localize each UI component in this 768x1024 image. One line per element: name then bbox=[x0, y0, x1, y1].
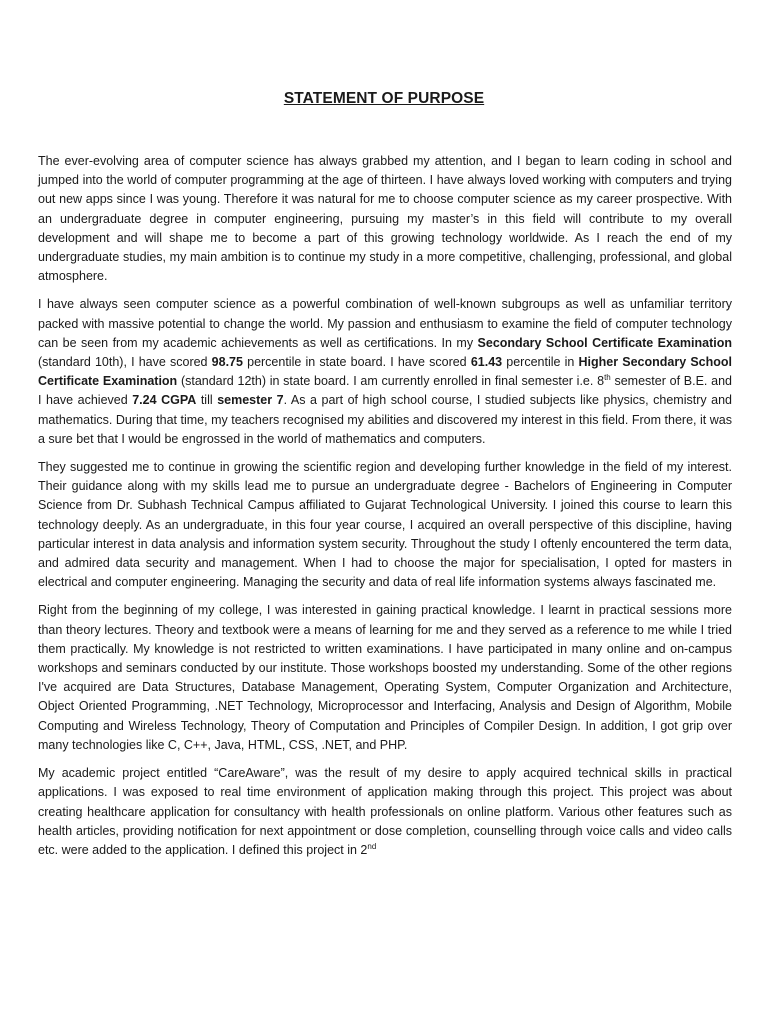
paragraph-practical: Right from the beginning of my college, I was interested in gaining practical knowledge. I learnt in practical sessions more than theory lectures. Theory and textbook were a means of learning for me and they served as a reference to me while I tried them practically. My knowledge is not restricted to written examinations. I have participated in many online and on-campus workshops and seminars conducted by our institute. Those workshops boosted my understanding. Some of the other regions I've acquired are Data Structures, Database Management, Operating System, Computer Organization and Architecture, Object Oriented Programming, .NET Technology, Microprocessor and Interfacing, Analysis and Design of Algorithm, Mobile Computing and Wireless Technology, Theory of Computation and Principles of Compiler Design. In addition, I got grip over many technologies like C, C++, Java, HTML, CSS, .NET, and PHP. bbox=[38, 603, 732, 752]
semester-value: semester 7 bbox=[217, 393, 284, 408]
paragraph-intro: The ever-evolving area of computer science has always grabbed my attention, and I began to learn coding in school and jumped into the world of computer programming at the age of thirteen. I have always loved working with computers and trying out new apps since I was young. Therefore it was natural for me to choose computer science as my career prospective. With an undergraduate degree in computer engineering, pursuing my master’s in this field will contribute to my overall development and will shape me to become a part of this growing technology worldwide. As I reach the end of my undergraduate studies, my main ambition is to continue my study in a more competitive, challenging, professional, and global atmosphere. bbox=[38, 154, 732, 284]
exam-ssc: Secondary School Certificate Examination bbox=[477, 335, 732, 350]
cgpa-value: 7.24 CGPA bbox=[132, 393, 197, 408]
score-hsc: 61.43 bbox=[470, 355, 503, 370]
document-body bbox=[38, 152, 732, 869]
paragraph-undergrad: They suggested me to continue in growing the scientific region and developing further knowledge in the field of my interest. Their guidance along with my skills lead me to pursue an undergraduate degree - Bachelors of Engineering in Computer Science from Dr. Subhash Technical Campus affiliated to Gujarat Technological University. I joined this course to learn this technology deeply. As an undergraduate, in this four year course, I acquired an overall perspective of this discipline, having particular interest in data analysis and information system security. Throughout the study I oftenly encountered the term data, and admired data security and management. When I had to choose the major for specialisation, I opted for masters in electrical and computer engineering. Managing the security and data of real life information systems always fascinated me. bbox=[38, 460, 732, 590]
document-title: STATEMENT OF PURPOSE bbox=[283, 90, 485, 107]
paragraph-academics: I have always seen computer science as a powerful combination of well-known subgroups as well as unfamiliar territory packed with massive potential to change the world. My passion and enthusiasm to examine the field of computer technology can be seen from my academic achievements as well as certifications. In my Secondary School Certificate Examination (standard 10th), I have scored 98.75 percentile in state board. I have scored 61.43 percentile in Higher Secondary School Certificate Examination (standard 12th) in state board. I am currently enrolled in final semester i.e. 8th semester of B.E. and I have achieved 7.24 CGPA till semester 7. As a part of high school course, I studied subjects like physics, chemistry and mathematics. During that time, my teachers recognised my abilities and discovered my interest in this field. From there, it was a sure bet that I would be engrossed in the world of mathematics and computers. bbox=[38, 297, 733, 446]
exam-hsc: Higher Secondary School Certificate Examination bbox=[38, 355, 733, 389]
paragraph-project: My academic project entitled “CareAware”, was the result of my desire to apply acquired technical skills in practical applications. I was exposed to real time environment of application making through this project. This project was about creating healthcare application for consultancy with health professionals on online platform. Various other features such as health articles, providing notification for next appointment or dose completion, counselling through voice calls and video calls etc. were added to the application. I defined this project in 2nd bbox=[38, 766, 732, 857]
score-ssc: 98.75 bbox=[211, 355, 243, 370]
